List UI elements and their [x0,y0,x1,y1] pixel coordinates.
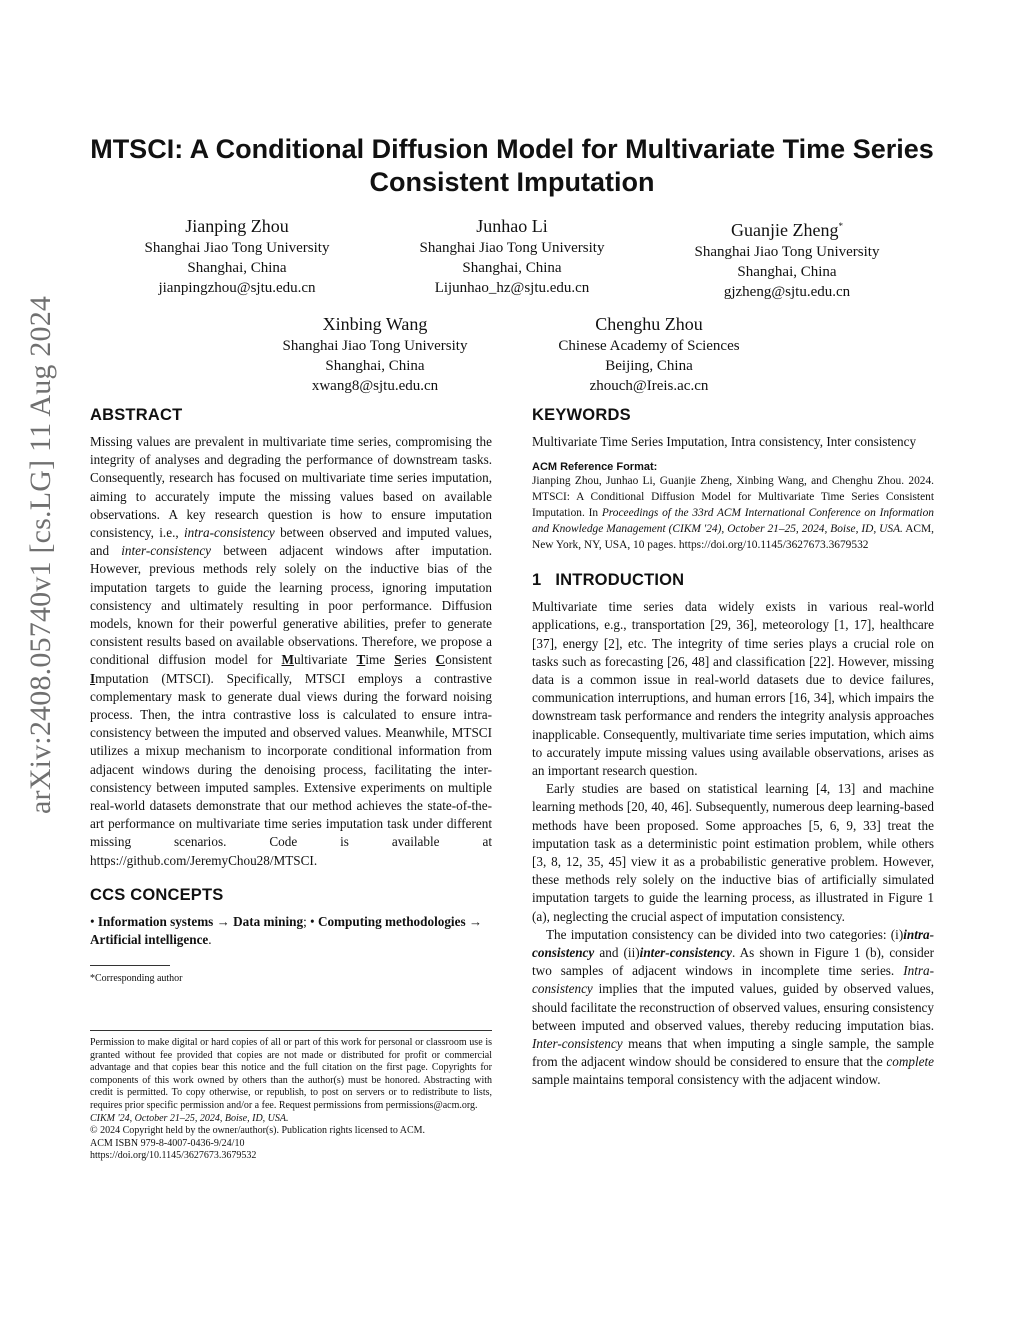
abstract-heading: ABSTRACT [90,406,183,424]
author-name: Xinbing Wang [322,314,428,334]
author-name: Junhao Li [476,216,548,236]
keywords-heading: KEYWORDS [532,406,631,424]
author-location: Shanghai, China [187,260,287,276]
author-affiliation: Chinese Academy of Sciences [558,338,740,354]
isbn: ACM ISBN 979-8-4007-0436-9/24/10 [90,1137,245,1149]
conference-info: CIKM '24, October 21–25, 2024, Boise, ID, USA. [90,1112,289,1124]
author-location: Shanghai, China [737,264,837,280]
author-email[interactable]: zhouch@Ireis.ac.cn [589,378,709,394]
author-location: Shanghai, China [462,260,562,276]
arxiv-stamp: arXiv:2408.05740v1 [cs.LG] 11 Aug 2024 [24,295,57,815]
ccs-heading: CCS CONCEPTS [90,885,224,904]
author-block [97,214,377,298]
footnote: *Corresponding author [90,973,183,985]
left-column [90,406,492,985]
intro-paragraph: The imputation consistency can be divided into two categories: (i)intra-consistency and (ii)inter-consistency. As shown in Figure 1 (b), consider two samples of adjacent windows in incomplete time series. Intra-consistency implies that the imputed values, guided by observed values, should facilitate the reconstruction of observed values, ensuring consistency between imputed and observed values, thereby reducing imputation bias. Inter-consistency means that when imputing a single sample, the sample from the adjacent window should be considered to ensure that the complete sample maintains temporal consistency with the adjacent window. [532,926,935,1088]
keywords-text: Multivariate Time Series Imputation, Intra consistency, Inter consistency [532,434,917,449]
author-block [509,312,789,396]
ccs-concepts: • Information systems → Data mining; • Computing methodologies → Artificial intelligence. [90,913,483,948]
author-block [235,312,515,396]
abstract-text: Missing values are prevalent in multivariate time series, compromising the integrity of analyses and degrading the performance of downstream tasks. Consequently, research has focused on multivariate time series imputation, aiming to accurately impute the missing values based on available observations. A key research question is how to ensure imputation consistency, i.e., intra-consistency between observed and imputed values, and inter-consistency between adjacent windows after imputation. However, previous methods rely solely on the inductive bias of the imputation targets to guide the learning process, ignoring imputation consistency and ultimately resulting in poor performance. Diffusion models, known for their powerful generative abilities, prefer to generate consistent results based on available observations. Therefore, we propose a conditional diffusion model for Multivariate Time Series Consistent Imputation (MTSCI). Specifically, MTSCI employs a contrastive complementary mask to generate dual views during the forward noising process. Then, the intra contrastive loss is calculated to ensure intra-consistency between the imputed and observed values. Meanwhile, MTSCI utilizes a mixup mechanism to incorporate conditional information from adjacent windows during the denoising process, facilitating the inter-consistency between imputed samples. Extensive experiments on multiple real-world datasets demonstrate that our method achieves the state-of-the-art performance on multivariate time series imputation task under different missing scenarios. Code is available at https://github.com/JeremyChou28/MTSCI. [90,434,492,868]
intro-heading: 1 INTRODUCTION [532,571,685,590]
author-block [647,214,927,302]
footnote-rule [90,965,170,966]
author-email[interactable]: gjzheng@sjtu.edu.cn [723,284,851,300]
author-email[interactable]: jianpingzhou@sjtu.edu.cn [158,280,316,296]
right-column [532,406,934,1090]
copyright: © 2024 Copyright held by the owner/author(s). Publication rights licensed to ACM. [90,1125,426,1137]
permission-text: Permission to make digital or hard copies of all or part of this work for personal or classroom use is granted without fee provided that copies are not made or distributed for profit or commercial advantage and that copies bear this notice and the full citation on the first page. Copyrights for components of this work owned by others than the author(s) must be honored. Abstracting with credit is permitted. To copy otherwise, or republish, to post on servers or to redistribute to lists, requires prior specific permission and/or a fee. Request permissions from permissions@acm.org. [90,1037,492,1111]
author-affiliation: Shanghai Jiao Tong University [419,240,605,256]
acm-reference: Jianping Zhou, Junhao Li, Guanjie Zheng, Xinbing Wang, and Chenghu Zhou. 2024. MTSCI: A Conditional Diffusion Model for Multivariate Time Series Consistent Imputation. In Proceedings of the 33rd ACM International Conference on Information and Knowledge Management (CIKM '24), October 21–25, 2024, Boise, ID, USA. ACM, New York, NY, USA, 10 pages. https://doi.org/10.1145/3627673.3679532 [532,475,934,552]
intro-paragraph: Early studies are based on statistical learning [4, 13] and machine learning methods [20, 40, 46]. Subsequently, numerous deep learning-based methods have been proposed. Some approaches [5, 6, 9, 33] treat the imputation task as a deterministic point estimation problem, while others [3, 8, 12, 35, 45] view it as a probabilistic generative problem. However, these methods rely solely on the inductive bias of artificially simulated imputation targets to guide the learning process, as illustrated in Figure 1 (a), neglecting the crucial aspect of imputation consistency. [532,781,934,924]
author-name: Chenghu Zhou [595,314,703,334]
doi-link[interactable]: https://doi.org/10.1145/3627673.3679532 [90,1150,257,1162]
permission-block [90,1030,492,1163]
author-location: Shanghai, China [325,358,425,374]
author-affiliation: Shanghai Jiao Tong University [144,240,330,256]
author-name: Jianping Zhou [185,216,289,236]
paper-title: MTSCI: A Conditional Diffusion Model for Multivariate Time Series Consistent Imputation [90,134,934,197]
intro-paragraph: Multivariate time series data widely exists in various real-world applications, e.g., transportation [29, 36], meteorology [1, 17], healthcare [37], energy [2], etc. The integrity of time series plays a crucial role on tasks such as forecasting [26, 48] and classification [22]. However, missing data is a common issue in real-world datasets due to device failures, communication interruptions, and human errors [16, 34], which impairs the downstream task performance and renders the integrity analysis approaches inapplicable. Consequently, multivariate time series imputation, which aims to accurately impute missing values using available observations, arises as an important research question. [532,599,934,779]
author-affiliation: Shanghai Jiao Tong University [694,244,880,260]
author-email[interactable]: xwang8@sjtu.edu.cn [311,378,439,394]
corresponding-mark: * [838,221,843,231]
author-block [372,214,652,298]
author-name: Guanjie Zheng* [731,220,843,240]
author-affiliation: Shanghai Jiao Tong University [282,338,468,354]
acm-reference-label: ACM Reference Format: [532,461,658,474]
author-location: Beijing, China [605,358,693,374]
author-email[interactable]: Lijunhao_hz@sjtu.edu.cn [434,280,590,296]
